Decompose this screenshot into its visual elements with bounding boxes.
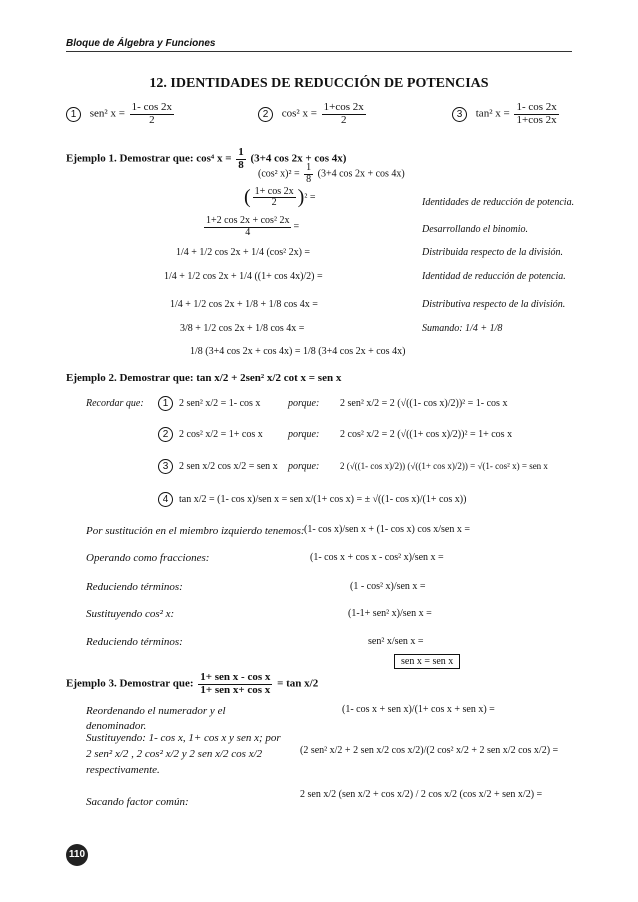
porque-label: porque: [288, 461, 320, 472]
section-title: 12. IDENTIDADES DE REDUCCIÓN DE POTENCIAS [149, 76, 489, 91]
ex1-line-4: 1/4 + 1/2 cos 2x + 1/4 (cos² 2x) = [176, 247, 311, 258]
reminder-2-proof: 2 cos² x/2 = 2 (√((1+ cos x)/2))² = 1+ cos x [340, 429, 513, 440]
step-5-math: sen² x/sen x = [368, 636, 424, 647]
identity-lhs: cos² x = [281, 107, 317, 120]
reminder-1-proof: 2 sen² x/2 = 2 (√((1- cos x)/2))² = 1- cos x [340, 398, 508, 409]
step-1-math: (1- cos x)/sen x + (1- cos x) cos x/sen x = [304, 524, 470, 535]
reminder-2: 2 2 cos² x/2 = 1+ cos x [158, 427, 263, 442]
ex1-line-8: 1/8 (3+4 cos 2x + cos 4x) = 1/8 (3+4 cos 2x + cos 4x) [190, 346, 406, 357]
ex3-math-3: 2 sen x/2 (sen x/2 + cos x/2) / 2 cos x/2 (cos x/2 + sen x/2) = [300, 789, 543, 800]
identity-lhs: tan² x = [475, 107, 510, 120]
example-1-heading: Ejemplo 1. Demostrar que: cos⁴ x = $\frac{1}{8}$ (3+4 cos 2x + cos 4x) [66, 146, 347, 171]
recordar-label: Recordar que: [86, 398, 144, 409]
porque-label: porque: [288, 429, 320, 440]
ex3-text-1: Reordenando el numerador y el denominador. [86, 705, 226, 732]
step-6-result: sen x = sen x [394, 656, 460, 667]
identity-2 [258, 102, 368, 126]
ex3-math-2: (2 sen² x/2 + 2 sen x/2 cos x/2)/(2 cos² x/2 + 2 sen x/2 cos x/2) = [300, 745, 559, 756]
identity-number: 3 [452, 107, 467, 122]
identity-fraction: $\frac{1+\cos 2x}{2}$ [323, 101, 364, 126]
porque-label: porque: [288, 398, 320, 409]
step-2-math: (1- cos x + cos x - cos² x)/sen x = [310, 552, 444, 563]
identity-3 [452, 102, 561, 126]
ex1-note-3: Desarrollando el binomio. [422, 224, 529, 235]
ex1-note-6: Distributiva respecto de la división. [422, 299, 566, 310]
step-2-text: Operando como fracciones: [86, 552, 210, 564]
identity-1 [66, 102, 176, 126]
ex1-line-2: ( $\frac{1+ \cos 2x}{2}$ )² = [244, 185, 316, 208]
step-4-text: Sustituyendo cos² x: [86, 608, 175, 620]
example-2-heading: Ejemplo 2. Demostrar que: tan x/2 + 2sen² x/2 cot x = sen x [66, 372, 342, 384]
page-number: 110 [66, 844, 88, 866]
step-3-math: (1 - cos² x)/sen x = [350, 581, 426, 592]
ex1-line-5: 1/4 + 1/2 cos 2x + 1/4 ((1+ cos 4x)/2) = [164, 271, 323, 282]
ex3-text-2: Sustituyendo: 1- cos x, 1+ cos x y sen x; por 2 sen² x/2 , 2 cos² x/2 y 2 sen x/2 cos x/2 respectivamente. [86, 732, 281, 776]
ex1-line-1: (cos² x)² = $\frac{1}{8}$ (3+4 cos 2x + cos 4x) [258, 162, 405, 185]
identity-number: 2 [258, 107, 273, 122]
reminder-1: 1 2 sen² x/2 = 1- cos x [158, 396, 260, 411]
step-1-text: Por sustitución en el miembro izquierdo tenemos: [86, 525, 305, 537]
reminder-4: 4 tan x/2 = (1- cos x)/sen x = sen x/(1+ cos x) = ± √((1- cos x)/(1+ cos x)) [158, 492, 466, 507]
identity-number: 1 [66, 107, 81, 122]
step-5-text: Reduciendo términos: [86, 636, 183, 648]
example-3-heading: Ejemplo 3. Demostrar que: 1+ sen x - cos x 1+ sen x+ cos x = tan x/2 [66, 671, 319, 696]
ex1-note-2: Identidades de reducción de potencia. [422, 197, 575, 208]
identity-lhs: sen² x = [89, 107, 125, 120]
ex1-note-7: Sumando: 1/4 + 1/8 [422, 323, 503, 334]
reminder-3-proof: 2 (√((1- cos x)/2)) (√((1+ cos x)/2)) = √(1- cos² x) = sen x [340, 461, 548, 471]
ex1-note-5: Identidad de reducción de potencia. [422, 271, 566, 282]
identity-fraction: $\frac{1- \cos 2x}{2}$ [131, 101, 172, 126]
ex1-line-3: $\frac{\text{1+2 cos 2x + cos² 2x}}{4}$ = [206, 215, 300, 238]
ex1-line-6: 1/4 + 1/2 cos 2x + 1/8 + 1/8 cos 4x = [170, 299, 318, 310]
ex3-text-3: Sacando factor común: [86, 796, 189, 808]
ex3-math-1: (1- cos x + sen x)/(1+ cos x + sen x) = [342, 704, 495, 715]
step-4-math: (1-1+ sen² x)/sen x = [348, 608, 432, 619]
ex1-line-7: 3/8 + 1/2 cos 2x + 1/8 cos 4x = [180, 323, 305, 334]
ex1-note-4: Distribuida respecto de la división. [422, 247, 564, 258]
identity-fraction: $\frac{1- \cos 2x}{1+\cos 2x}$ [516, 101, 557, 126]
step-3-text: Reduciendo términos: [86, 581, 183, 593]
running-header: Bloque de Álgebra y Funciones [66, 38, 216, 49]
header-rule [66, 51, 572, 52]
reminder-3: 3 2 sen x/2 cos x/2 = sen x [158, 459, 278, 474]
